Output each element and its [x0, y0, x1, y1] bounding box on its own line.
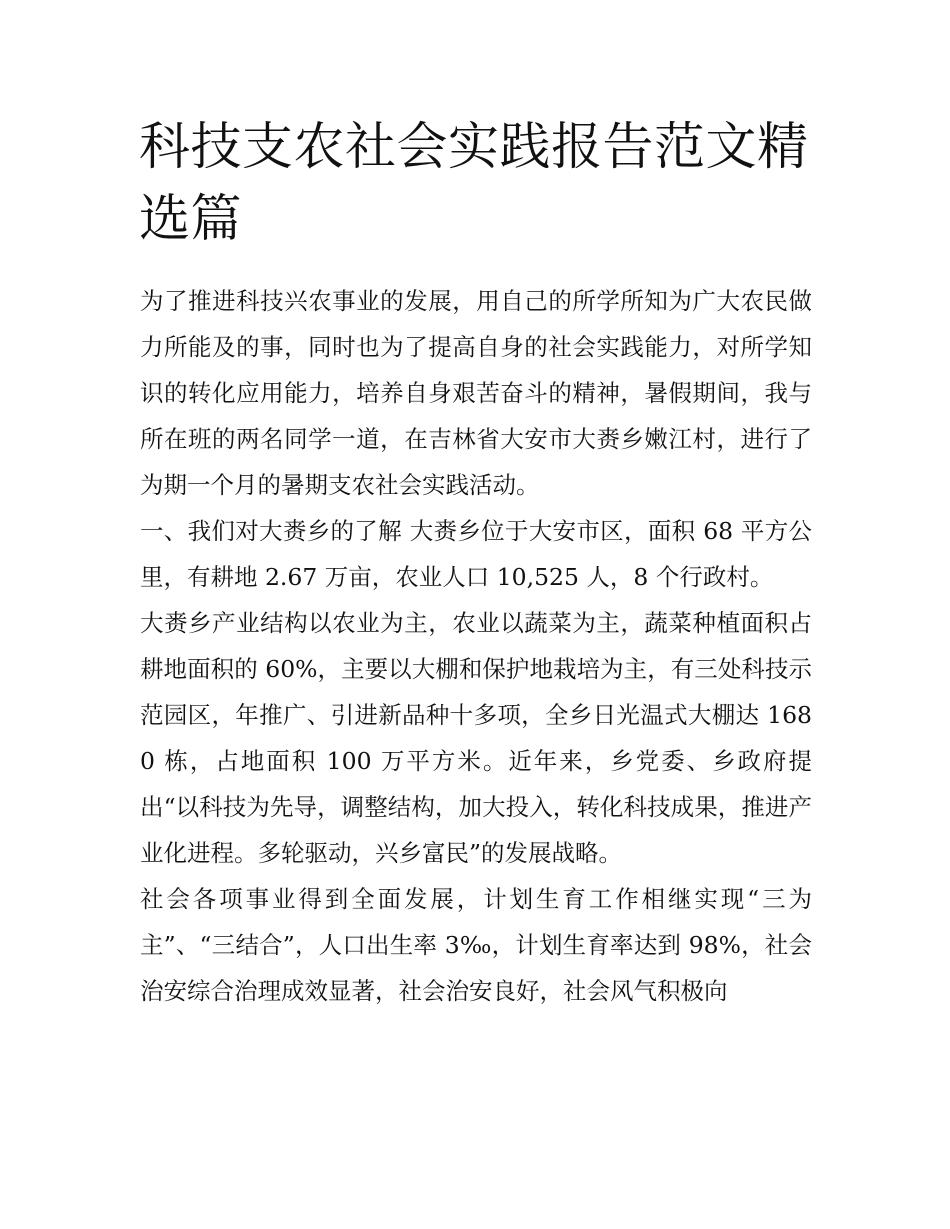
document-body — [140, 278, 812, 1014]
paragraph-section-one: 一、我们对大赉乡的了解 大赉乡位于大安市区，面积 68 平方公里，有耕地 2.67 万亩，农业人口 10,525 人，8 个行政村。 — [140, 517, 812, 591]
paragraph-intro: 为了推进科技兴农事业的发展，用自己的所学所知为广大农民做力所能及的事，同时也为了提高自身的社会实践能力，对所学知识的转化应用能力，培养自身艰苦奋斗的精神，暑假期间，我与所在班的两名同学一道，在吉林省大安市大赉乡嫩江村，进行了为期一个月的暑期支农社会实践活动。 — [140, 287, 812, 499]
paragraph-industry: 大赉乡产业结构以农业为主，农业以蔬菜为主，蔬菜种植面积占耕地面积的 60%，主要以大棚和保护地栽培为主，有三处科技示范园区，年推广、引进新品种十多项，全乡日光温式大棚达 1680 栋，占地面积 100 万平方米。近年来，乡党委、乡政府提出“以科技为先导，调整结构，加大投入，转化科技成果，推进产业化进程。多轮驱动，兴乡富民”的发展战略。 — [140, 609, 812, 867]
document-title: 科技支农社会实践报告范文精选篇 — [139, 118, 809, 249]
paragraph-social: 社会各项事业得到全面发展，计划生育工作相继实现“三为主”、“三结合”，人口出生率 3‰，计划生育率达到 98%，社会治安综合治理成效显著，社会治安良好，社会风气积极向 — [140, 885, 812, 1005]
